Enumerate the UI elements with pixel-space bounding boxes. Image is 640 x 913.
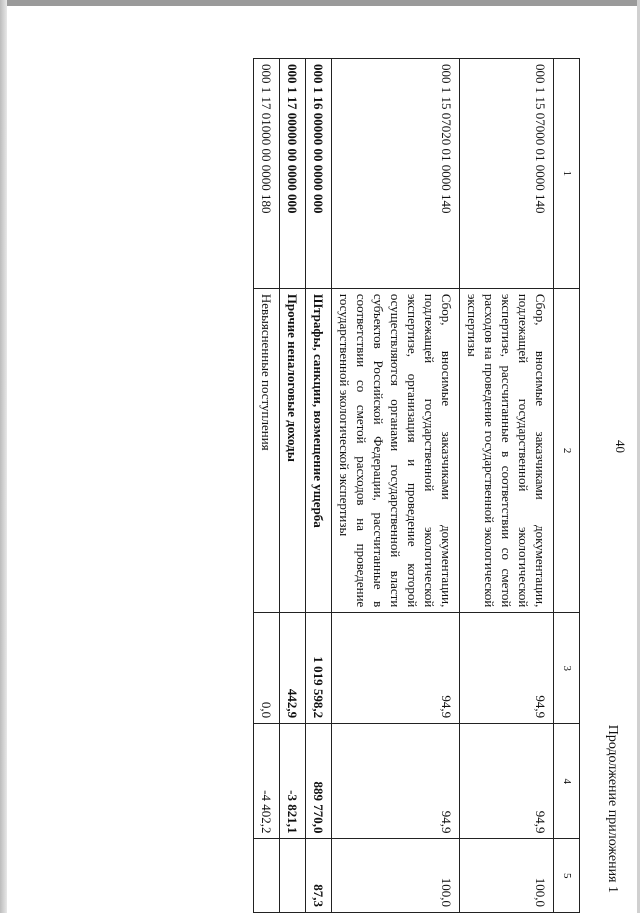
- table-row: [306, 59, 332, 913]
- row-code: 000 1 16 00000 00 0000 000: [306, 59, 332, 289]
- row-name: Сбор, вносимые заказчиками документации, подлежащей государственной экологической экспертизе, организация и проведение которой осуществляются органами государственной власти субъектов Российской Федерации, рассчитанные в соответствии со сметой расходов на проведение государственной экологической экспертизы: [332, 288, 460, 613]
- row-name: Невыясненные поступления: [254, 288, 280, 613]
- row-code: 000 1 15 07020 01 0000 140: [332, 59, 460, 289]
- row-col5: 100,0: [460, 839, 554, 913]
- row-col4: 94,9: [332, 724, 460, 839]
- row-col4: -3 821,1: [280, 724, 306, 839]
- row-col5: [254, 839, 280, 913]
- row-col4: 889 770,0: [306, 724, 332, 839]
- header-col-1: 1: [554, 59, 580, 289]
- budget-table: [253, 58, 580, 913]
- row-name: Штрафы, санкции, возмещение ущерба: [306, 288, 332, 613]
- header-col-3: 3: [554, 613, 580, 724]
- row-col3: 0,0: [254, 613, 280, 724]
- table-row: [332, 59, 460, 913]
- row-col4: 94,9: [460, 724, 554, 839]
- row-col3: 94,9: [460, 613, 554, 724]
- page-number: 40: [613, 440, 628, 453]
- row-col5: 87,3: [306, 839, 332, 913]
- row-col5: 100,0: [332, 839, 460, 913]
- row-name: Прочие неналоговые доходы: [280, 288, 306, 613]
- table-row: [280, 59, 306, 913]
- row-code: 000 1 15 07000 01 0000 140: [460, 59, 554, 289]
- header-col-2: 2: [554, 288, 580, 613]
- row-col3: 94,9: [332, 613, 460, 724]
- row-name: Сбор, вносимые заказчиками документации, подлежащей государственной экологической экспертизе, рассчитанные в соответствии со сметой расходов на проведение государственной экологической экспертизы: [460, 288, 554, 613]
- header-row: [554, 59, 580, 913]
- row-col3: 1 019 598,2: [306, 613, 332, 724]
- row-col4: -4 402,2: [254, 724, 280, 839]
- row-col3: 442,9: [280, 613, 306, 724]
- row-col5: [280, 839, 306, 913]
- table-row: [460, 59, 554, 913]
- table-row: [254, 59, 280, 913]
- continuation-label: Продолжение приложения 1: [605, 724, 620, 893]
- row-code: 000 1 17 01000 00 0000 180: [254, 59, 280, 289]
- header-col-5: 5: [554, 839, 580, 913]
- header-col-4: 4: [554, 724, 580, 839]
- row-code: 000 1 17 00000 00 0000 000: [280, 59, 306, 289]
